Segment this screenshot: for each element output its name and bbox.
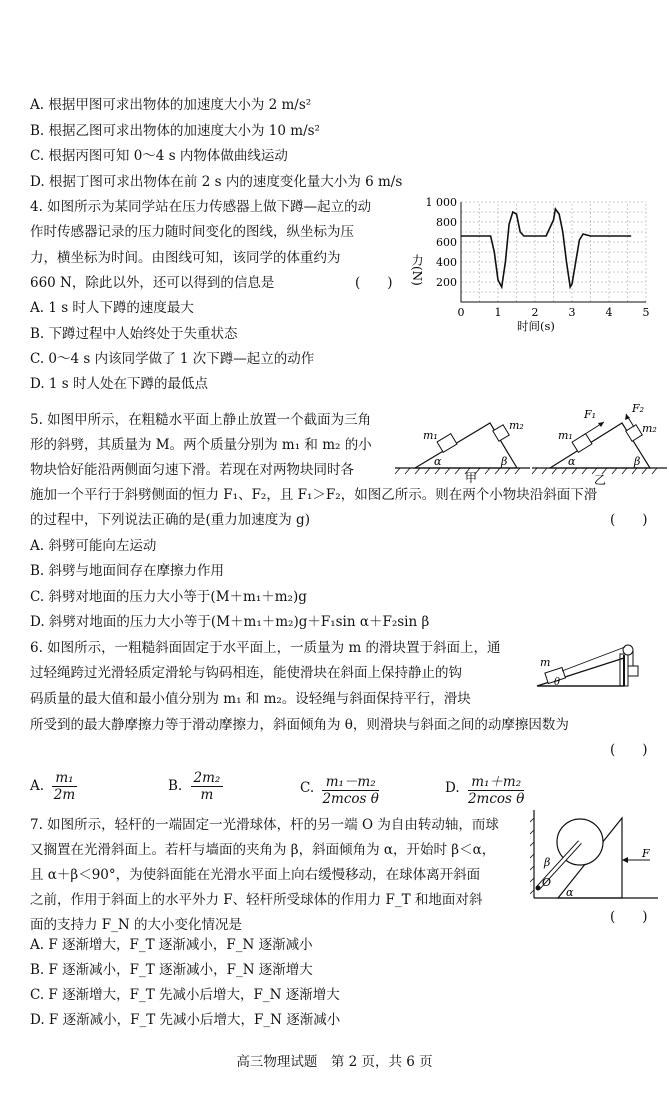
label-F2: F₂ (632, 402, 645, 415)
q5-option-d: D. 斜劈对地面的压力大小等于(M＋m₁＋m₂)g＋F₁sin α＋F₂sin β (30, 614, 430, 630)
label-theta: θ (554, 677, 561, 688)
label-F-q7: F (642, 847, 650, 860)
x-tick-label: 4 (605, 306, 613, 319)
label-m2: m₂ (509, 419, 524, 432)
x-axis-label: 时间(s) (517, 319, 555, 333)
q4-option-a: A. 1 s 时人下蹲的速度最大 (30, 300, 194, 316)
label-alpha: α (434, 455, 442, 468)
q5-option-c: C. 斜劈对地面的压力大小等于(M＋m₁＋m₂)g (30, 589, 307, 605)
y-tick-label: 600 (436, 236, 457, 249)
q6-choice-d: D. $\frac{\text{m₁＋m₂}}{\text{2mcos θ}}$ (445, 770, 524, 807)
q7-option-c: C. F 逐渐增大，F_T 先减小后增大，F_N 逐渐增大 (30, 987, 340, 1003)
q4-stem-2: 作时传感器记录的压力随时间变化的图线，纵坐标为压 (30, 224, 354, 240)
q7-option-b: B. F 逐渐减小，F_T 逐渐减小，F_N 逐渐增大 (30, 962, 313, 978)
x-tick-label: 2 (531, 306, 539, 319)
label-jia: 甲 (465, 471, 478, 483)
y-axis-label: 力(N) (410, 254, 424, 286)
q7-option-d: D. F 逐渐减小，F_T 先减小后增大，F_N 逐渐减小 (30, 1012, 341, 1028)
label-alpha-yi: α (568, 455, 576, 468)
x-tick-label: 3 (568, 306, 576, 319)
x-tick-label: 5 (642, 306, 650, 319)
q4-option-d: D. 1 s 时人处在下蹲的最低点 (30, 376, 209, 392)
q7-stem-1: 7. 如图所示，轻杆的一端固定一光滑球体，杆的另一端 O 为自由转动轴，而球 (30, 817, 499, 833)
label-beta: β (501, 455, 508, 468)
q5-answer-paren: ( ) (610, 512, 648, 528)
q3-option-c: C. 根据丙图可知 0～4 s 内物体做曲线运动 (30, 148, 288, 164)
q6-choice-a: A. $\frac{\text{m₁}}{2m}$ (30, 770, 76, 803)
label-m1-yi: m₁ (558, 429, 573, 442)
q7-stem-4: 之前，作用于斜面上的水平外力 F、轻杆所受球体的作用力 F_T 和地面对斜 (30, 892, 483, 908)
q5-option-a: A. 斜劈可能向左运动 (30, 538, 157, 554)
wedge-figure-jia (395, 413, 530, 483)
label-yi: 乙 (594, 473, 607, 487)
q4-stem-4: 660 N，除此以外，还可以得到的信息是 (30, 275, 275, 291)
q6-choice-b: B. $\frac{\text{2m₂}}{m}$ (168, 770, 223, 803)
q5-stem-4: 施加一个平行于斜劈侧面的恒力 F₁、F₂，且 F₁＞F₂，如图乙所示。则在两个小物块沿斜面下滑 (30, 487, 598, 503)
x-tick-label: 0 (457, 306, 465, 319)
q5-stem-2: 形的斜劈，其质量为 M。两个质量分别为 m₁ 和 m₂ 的小 (30, 437, 372, 453)
label-alpha-q7: α (566, 886, 574, 899)
page-footer: 高三物理试题 第 2 页，共 6 页 (236, 1054, 433, 1070)
y-tick-label: 1 000 (425, 196, 457, 209)
q6-answer-paren: ( ) (610, 742, 648, 758)
label-m: m (540, 656, 551, 669)
force-curve (461, 209, 631, 287)
q4-option-b: B. 下蹲过程中人始终处于失重状态 (30, 326, 238, 342)
q4-stem-1: 4. 如图所示为某同学站在压力传感器上做下蹲—起立的动 (30, 199, 372, 215)
q4-option-c: C. 0～4 s 内该同学做了 1 次下蹲—起立的动作 (30, 351, 315, 367)
q6-stem-3: 码质量的最大值和最小值分别为 m₁ 和 m₂。设轻绳与斜面保持平行，滑块 (30, 691, 471, 707)
force-time-chart (405, 192, 660, 334)
q3-option-d: D. 根据丁图可求出物体在前 2 s 内的速度变化量大小为 6 m/s (30, 174, 403, 190)
q7-stem-2: 又搁置在光滑斜面上。若杆与墙面的夹角为 β，斜面倾角为 α，开始时 β＜α， (30, 842, 496, 858)
q6-stem-2: 过轻绳跨过光滑轻质定滑轮与钩码相连，能使滑块在斜面上保持静止的钩 (30, 665, 462, 681)
q7-answer-paren: ( ) (610, 909, 648, 925)
y-tick-label: 400 (436, 256, 457, 269)
label-m1: m₁ (423, 429, 438, 442)
y-tick-labels (426, 196, 458, 289)
wedge-figure-yi (532, 400, 667, 488)
x-tick-labels (458, 306, 650, 319)
q4-answer-paren: ( ) (355, 275, 393, 291)
q6-stem-4: 所受到的最大静摩擦力等于滑动摩擦力，斜面倾角为 θ，则滑块与斜面之间的动摩擦因数为 (30, 717, 569, 733)
label-beta-q7: β (544, 856, 551, 869)
y-tick-label: 800 (436, 216, 457, 229)
ball-rod-figure (530, 808, 660, 908)
q6-stem-1: 6. 如图所示，一粗糙斜面固定于水平面上，一质量为 m 的滑块置于斜面上，通 (30, 640, 501, 656)
label-F1: F₁ (584, 408, 597, 421)
pulley-figure (532, 630, 662, 692)
q3-option-a: A. 根据甲图可求出物体的加速度大小为 2 m/s² (30, 97, 312, 113)
q5-option-b: B. 斜劈与地面间存在摩擦力作用 (30, 563, 225, 579)
q4-stem-3: 力，横坐标为时间。由图线可知，该同学的体重约为 (30, 250, 341, 266)
q5-stem-3: 物块恰好能沿两侧面匀速下滑。若现在对两物块同时各 (30, 462, 354, 478)
q3-option-b: B. 根据乙图可求出物体的加速度大小为 10 m/s² (30, 123, 320, 139)
label-beta-yi: β (634, 455, 641, 468)
q5-stem-1: 5. 如图甲所示，在粗糙水平面上静止放置一个截面为三角 (30, 412, 372, 428)
q6-choice-c: C. $\frac{\text{m₁－m₂}}{\text{2mcos θ}}$ (300, 770, 379, 807)
x-tick-label: 1 (494, 306, 502, 319)
q5-stem-5: 的过程中，下列说法正确的是(重力加速度为 g) (30, 512, 310, 528)
y-tick-label: 200 (436, 276, 457, 289)
q7-stem-3: 且 α＋β＜90°，为使斜面能在光滑水平面上向右缓慢移动，在球体离开斜面 (30, 867, 481, 883)
label-O: O (542, 876, 552, 889)
q7-option-a: A. F 逐渐增大，F_T 逐渐减小，F_N 逐渐减小 (30, 937, 313, 953)
label-m2-yi: m₂ (642, 422, 657, 435)
q7-stem-5: 面的支持力 F_N 的大小变化情况是 (30, 917, 243, 933)
